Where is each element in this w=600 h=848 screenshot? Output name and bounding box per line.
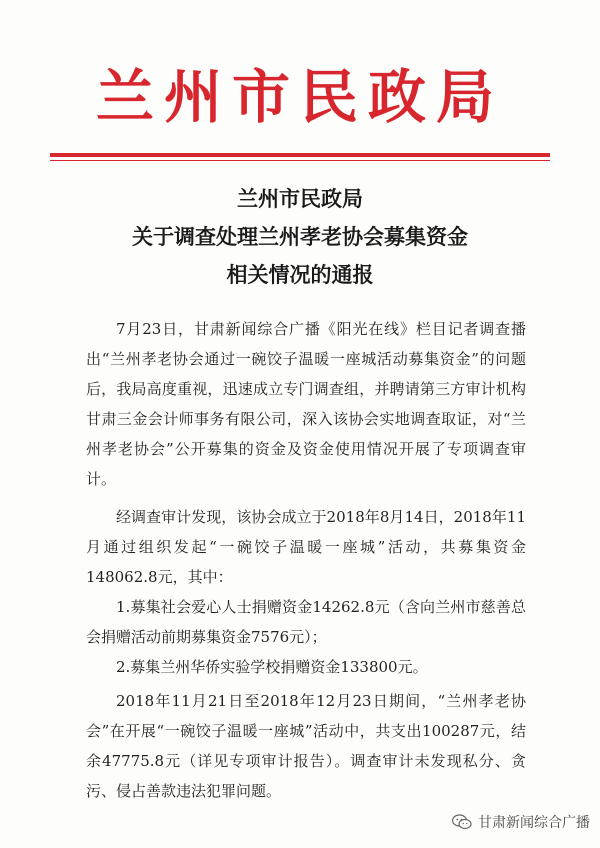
title-line-2: 关于调查处理兰州孝老协会募集资金: [132, 225, 468, 249]
red-divider-thick: [50, 153, 550, 157]
wechat-icon: [452, 814, 472, 830]
paragraph-1: 7月23日，甘肃新闻综合广播《阳光在线》栏目记者调查播出“兰州孝老协会通过一碗饺子温暖一座城活动募集资金”的问题后，我局高度重视，迅速成立专门调查组，并聘请第三方审计机构甘肃三金会计师事务有限公司，深入该协会实地调查取证，对“兰州孝老协会”公开募集的资金及资金使用情况开展了专项调查审计。: [86, 320, 526, 488]
document-title: [0, 180, 600, 294]
red-divider-thin: [50, 160, 550, 161]
paragraph-2: 经调查审计发现，该协会成立于2018年8月14日，2018年11月通过组织发起“一碗饺子温暖一座城”活动，共募集资金148062.8元，其中：: [86, 508, 526, 586]
title-line-1: 兰州市民政局: [237, 187, 363, 211]
list-item-2: 2.募集兰州华侨实验学校捐赠资金133800元。: [116, 658, 428, 676]
paragraph-3: 2018年11月21日至2018年12月23日期间，“兰州孝老协会”在开展“一碗饺子温暖一座城”活动中，共支出100287元，结余47775.8元（详见专项审计报告）。调查审计未发现私分、贪污、侵占善款违法犯罪问题。: [86, 692, 526, 800]
source-watermark: [452, 812, 590, 832]
masthead-title: 兰州市民政局: [95, 63, 504, 131]
document-body: [86, 314, 526, 814]
watermark-text: 甘肃新闻综合广播: [478, 815, 590, 831]
list-item-1: 1.募集社会爱心人士捐赠资金14262.8元（含向兰州市慈善总会捐赠活动前期募集资金7576元）；: [86, 598, 526, 646]
title-line-3: 相关情况的通报: [226, 263, 374, 287]
